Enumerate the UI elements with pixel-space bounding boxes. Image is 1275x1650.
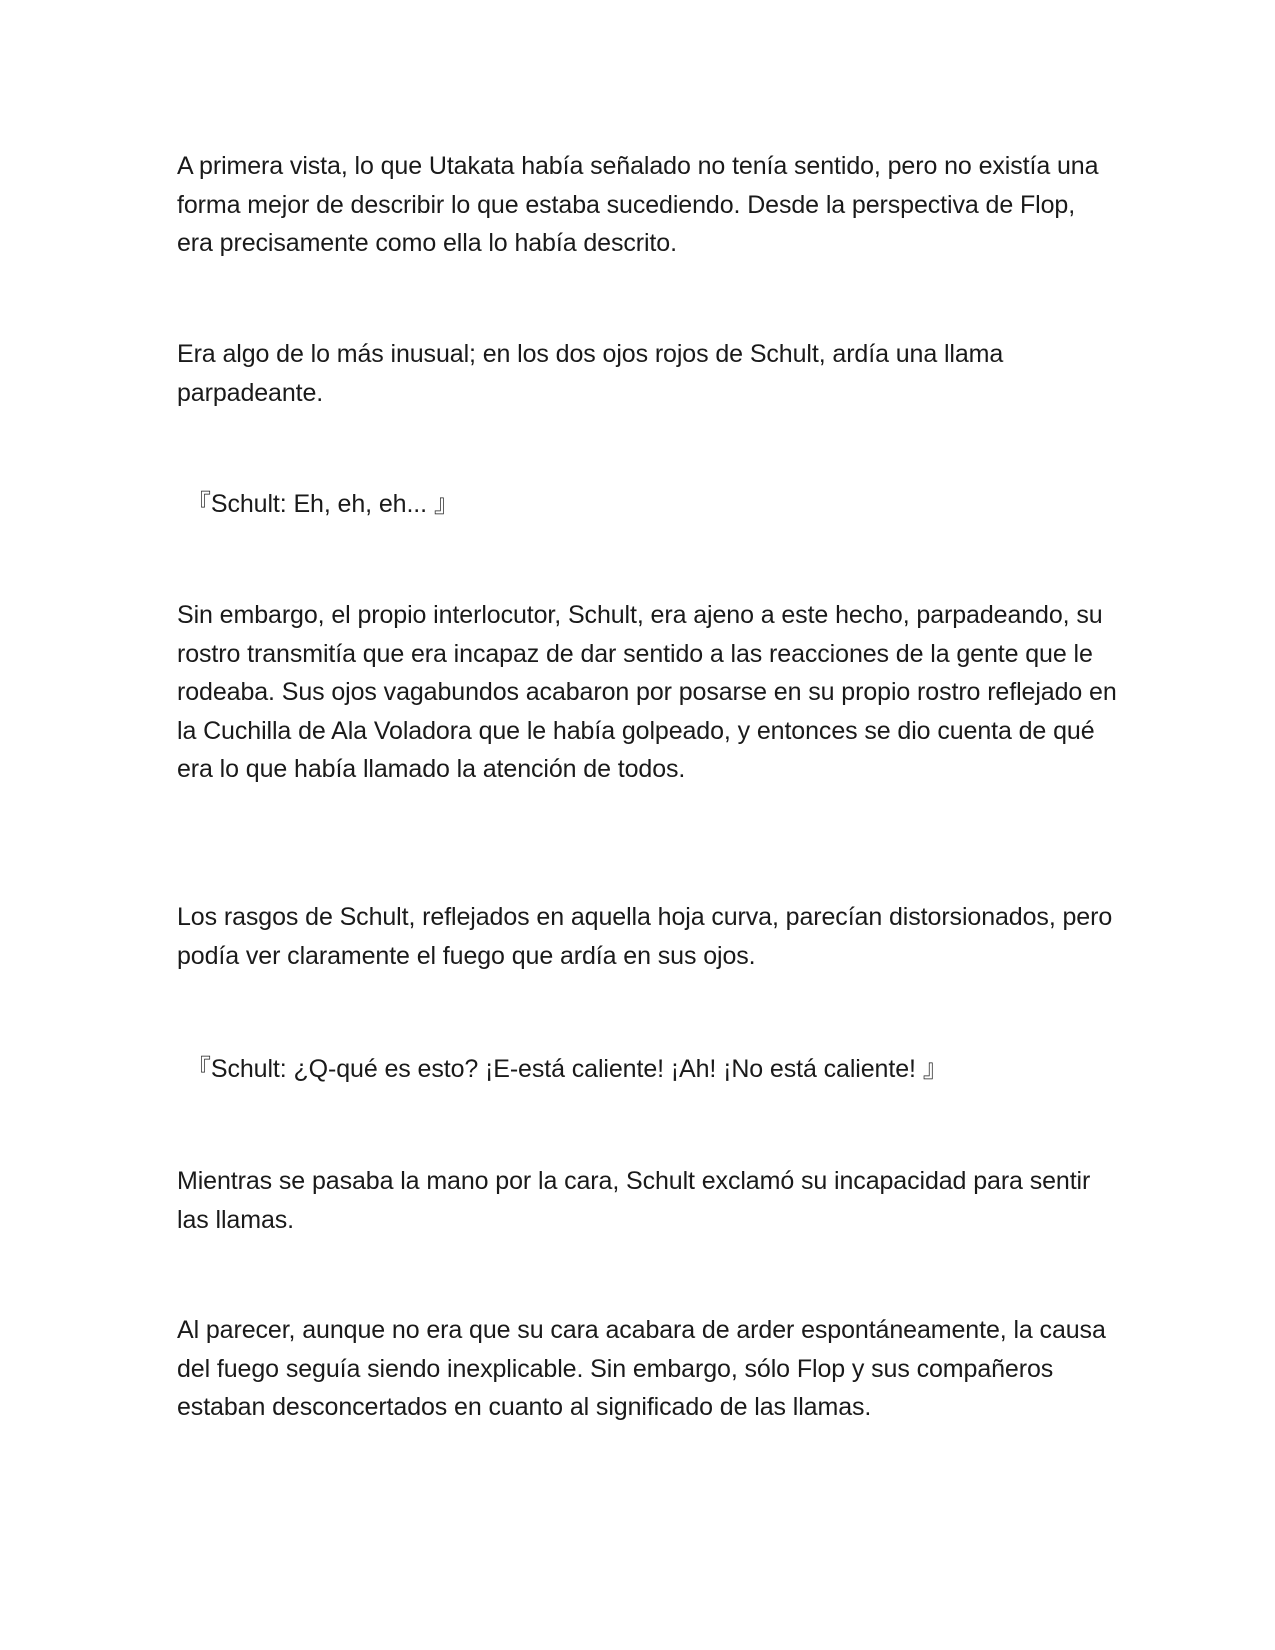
paragraph: Era algo de lo más inusual; en los dos ojos rojos de Schult, ardía una llama parpadeante. — [177, 340, 1004, 407]
dialogue-line: 『Schult: Eh, eh, eh... 』 — [186, 490, 459, 518]
paragraph: A primera vista, lo que Utakata había señalado no tenía sentido, pero no existía una forma mejor de describir lo que estaba sucediendo. Desde la perspectiva de Flop, era precisamente como ella lo había descrito. — [177, 152, 1099, 258]
paragraph: Los rasgos de Schult, reflejados en aquella hoja curva, parecían distorsionados, pero podía ver claramente el fuego que ardía en sus ojos. — [177, 903, 1113, 970]
dialogue-line: 『Schult: ¿Q-qué es esto? ¡E-está caliente! ¡Ah! ¡No está caliente! 』 — [186, 1055, 948, 1083]
paragraph: Mientras se pasaba la mano por la cara, Schult exclamó su incapacidad para sentir las llamas. — [177, 1167, 1091, 1234]
paragraph: Al parecer, aunque no era que su cara acabara de arder espontáneamente, la causa del fuego seguía siendo inexplicable. Sin embargo, sólo Flop y sus compañeros estaban desconcertados en cuanto al significado de las llamas. — [177, 1316, 1106, 1422]
paragraph: Sin embargo, el propio interlocutor, Schult, era ajeno a este hecho, parpadeando, su rostro transmitía que era incapaz de dar sentido a las reacciones de la gente que le rodeaba. Sus ojos vagabundos acabaron por posarse en su propio rostro reflejado en la Cuchilla de Ala Voladora que le había golpeado, y entonces se dio cuenta de qué era lo que había llamado la atención de todos. — [177, 601, 1117, 784]
